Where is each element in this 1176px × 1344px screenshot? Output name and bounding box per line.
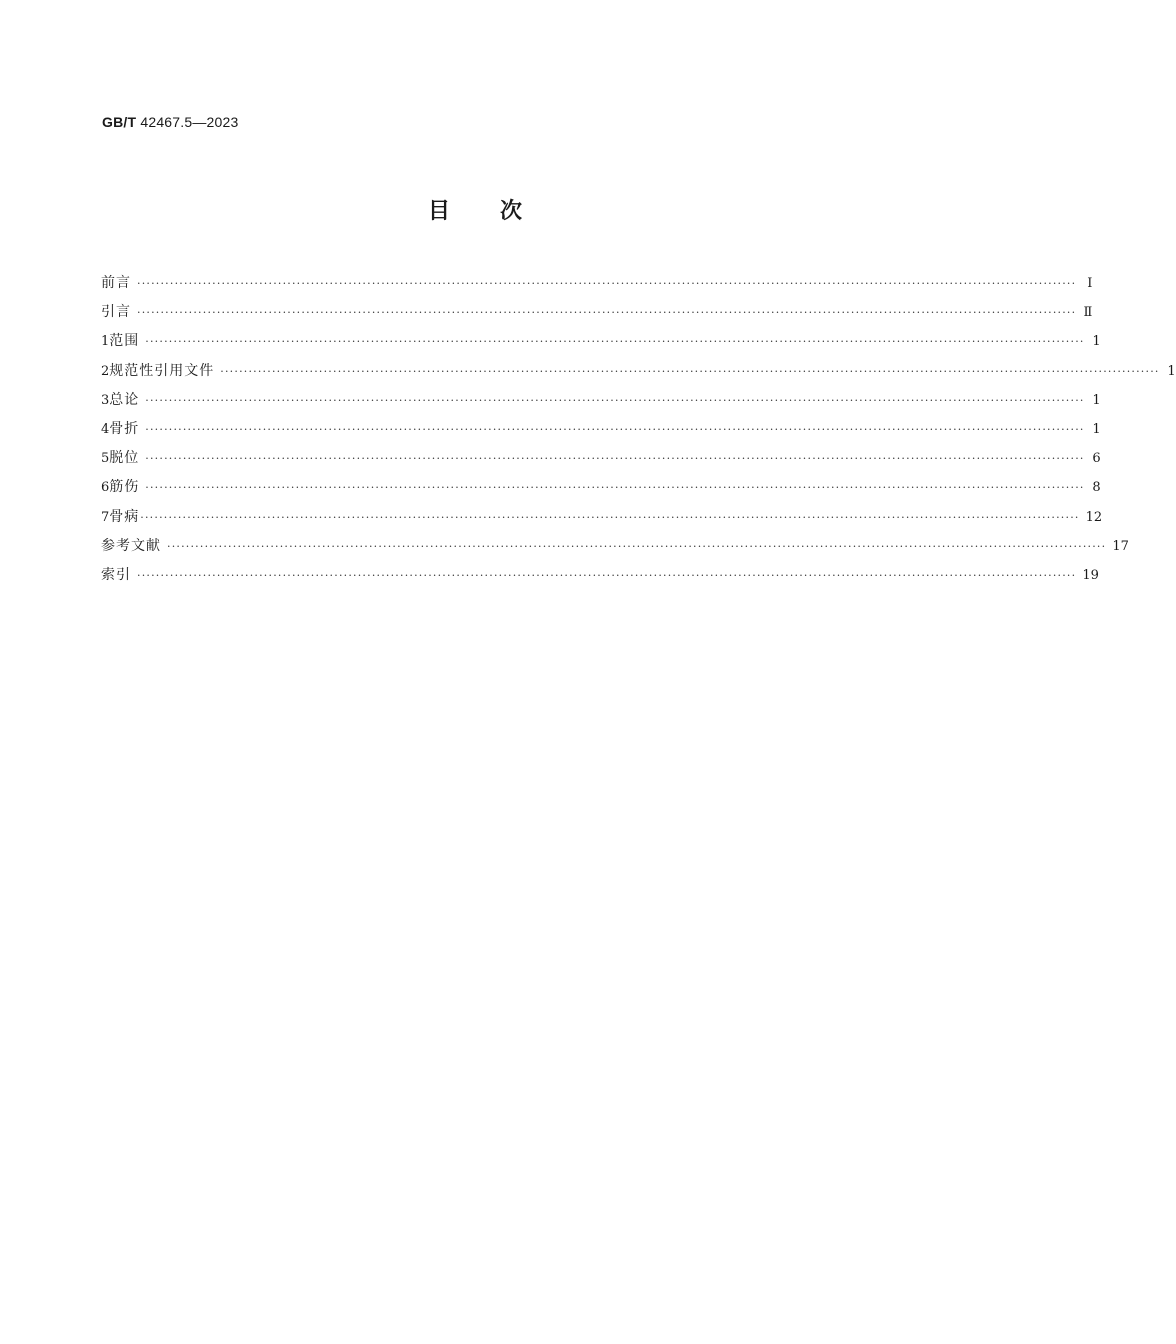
toc-entry-section-6[interactable] bbox=[101, 477, 1101, 506]
toc-entry-page: 19 bbox=[1082, 567, 1099, 583]
toc-entry-section-2[interactable] bbox=[101, 361, 1176, 390]
toc-entry-page: 1 bbox=[1092, 392, 1101, 408]
toc-dot-leader: ········································································································································································································ bbox=[140, 510, 1080, 524]
toc-entry-page: 1 bbox=[1092, 334, 1101, 350]
toc-entry-number: 1 bbox=[101, 334, 110, 350]
toc-entry-label: 索引 bbox=[101, 566, 131, 583]
toc-entry-label: 前言 bbox=[101, 275, 131, 291]
toc-entry-introduction[interactable] bbox=[101, 302, 1093, 331]
toc-entry-label: 引言 bbox=[101, 304, 131, 321]
toc-entry-section-3[interactable] bbox=[101, 390, 1101, 419]
toc-dot-leader: ········································································································································································································ bbox=[145, 335, 1085, 349]
toc-entry-section-1[interactable] bbox=[101, 331, 1101, 360]
toc-dot-leader: ········································································································································································································ bbox=[137, 306, 1077, 320]
toc-dot-leader: ········································································································································································································ bbox=[220, 364, 1160, 378]
toc-dot-leader: ········································································································································································································ bbox=[145, 452, 1085, 466]
toc-entry-page: 12 bbox=[1085, 509, 1103, 525]
toc-entry-page: 1 bbox=[1167, 363, 1176, 379]
toc-entry-number: 2 bbox=[101, 363, 110, 379]
toc-entry-label: 总论 bbox=[109, 391, 140, 408]
standard-number: 42467.5—2023 bbox=[140, 114, 239, 130]
toc-dot-leader: ········································································································································································································ bbox=[137, 568, 1077, 582]
toc-title-part1: 目 bbox=[427, 199, 450, 224]
toc-entry-section-5[interactable] bbox=[101, 448, 1101, 477]
toc-dot-leader: ········································································································································································································ bbox=[137, 277, 1077, 290]
toc-entry-label: 骨折 bbox=[109, 420, 140, 437]
toc-dot-leader: ········································································································································································································ bbox=[145, 393, 1085, 407]
toc-dot-leader: ········································································································································································································ bbox=[145, 481, 1085, 495]
toc-entry-page: 6 bbox=[1092, 451, 1101, 467]
toc-entry-section-4[interactable] bbox=[101, 419, 1101, 448]
toc-entry-number: 4 bbox=[101, 421, 110, 437]
toc-entry-index[interactable] bbox=[101, 565, 1099, 594]
toc-entry-label: 参考文献 bbox=[101, 537, 161, 554]
toc-dot-leader: ········································································································································································································ bbox=[145, 422, 1085, 436]
toc-entry-section-7[interactable] bbox=[101, 507, 1103, 536]
toc-entry-number: 3 bbox=[101, 392, 110, 408]
toc-entry-page: 17 bbox=[1112, 538, 1129, 554]
toc-entry-label: 规范性引用文件 bbox=[109, 362, 215, 379]
toc-entry-label: 脱位 bbox=[109, 450, 140, 467]
toc-entry-page: Ⅰ bbox=[1087, 276, 1093, 291]
toc-entry-label: 筋伤 bbox=[109, 479, 140, 496]
toc-entry-label: 范围 bbox=[109, 333, 140, 350]
toc-entry-bibliography[interactable] bbox=[101, 536, 1129, 565]
toc-entry-number: 5 bbox=[101, 451, 110, 467]
toc-dot-leader: ········································································································································································································ bbox=[167, 539, 1107, 553]
toc-entry-page: 1 bbox=[1092, 421, 1101, 437]
toc-entry-label: 骨病 bbox=[109, 508, 140, 525]
toc-entry-number: 7 bbox=[101, 509, 110, 525]
toc-title bbox=[0, 194, 950, 225]
toc-list bbox=[101, 273, 1176, 594]
toc-entry-page: Ⅱ bbox=[1083, 305, 1093, 321]
standard-header bbox=[102, 114, 239, 130]
toc-title-part2: 次 bbox=[500, 199, 523, 224]
toc-entry-number: 6 bbox=[101, 480, 110, 496]
standard-prefix: GB/T bbox=[102, 114, 137, 130]
toc-entry-foreword[interactable] bbox=[101, 273, 1093, 302]
toc-entry-page: 8 bbox=[1092, 480, 1101, 496]
